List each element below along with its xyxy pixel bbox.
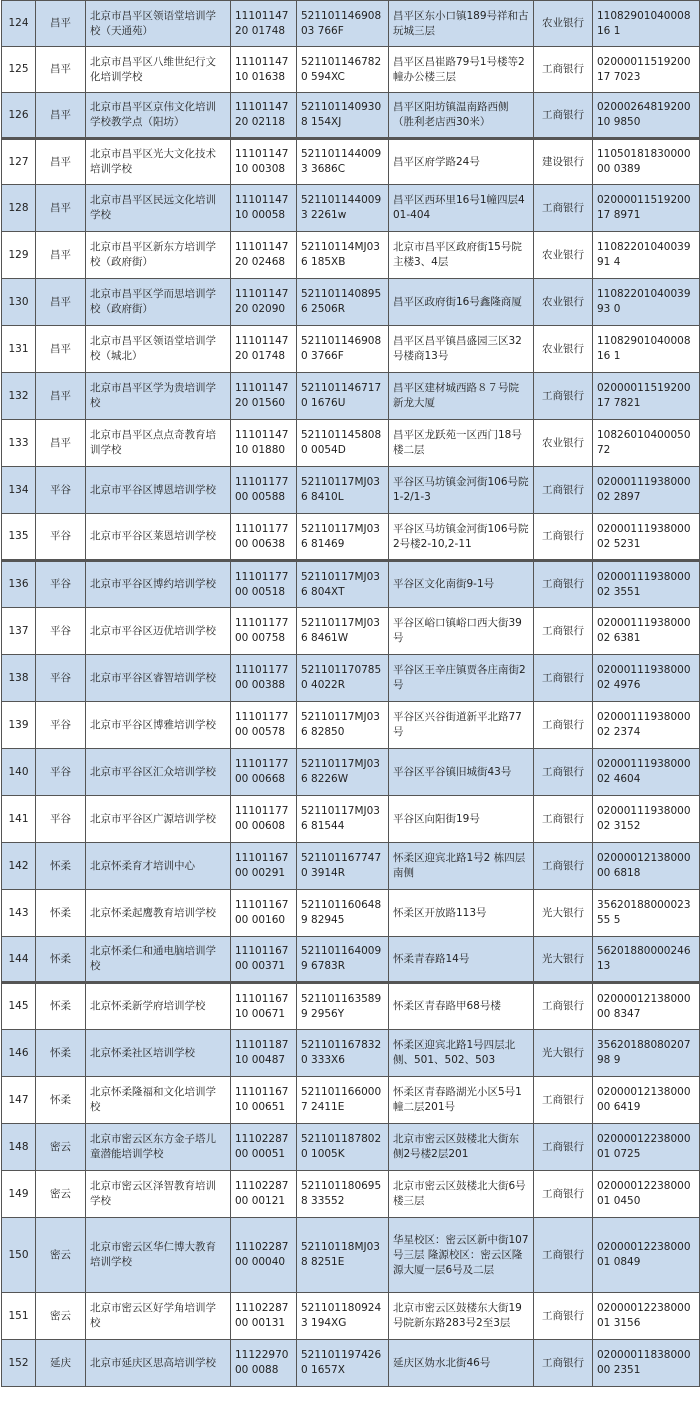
district-cell: 怀柔 <box>36 1030 86 1077</box>
license-number-cell: 1110116700 00160 <box>231 890 297 937</box>
school-name-cell: 北京市昌平区新东方培训学校（政府街） <box>86 232 231 279</box>
address-cell: 昌平区建材城西路８７号院新龙大厦 <box>389 373 534 420</box>
table-row <box>2 1077 700 1124</box>
address-cell: 平谷区马坊镇金河街106号院1-2/1-3 <box>389 467 534 514</box>
table-row <box>2 1340 700 1387</box>
school-name-cell: 北京市平谷区睿智培训学校 <box>86 655 231 702</box>
license-number-cell: 1110228700 00131 <box>231 1293 297 1340</box>
table-row <box>2 1 700 47</box>
row-number: 139 <box>2 702 36 749</box>
credit-code-cell: 5211011440093 3686C <box>297 139 389 185</box>
account-number-cell: 3562018800002355 5 <box>593 890 700 937</box>
table-row <box>2 1030 700 1077</box>
district-cell: 怀柔 <box>36 843 86 890</box>
license-number-cell: 1110118710 00487 <box>231 1030 297 1077</box>
district-cell: 昌平 <box>36 93 86 139</box>
bank-cell: 工商银行 <box>534 1124 593 1171</box>
credit-code-cell: 52110117MJ036 81469 <box>297 514 389 561</box>
address-cell: 平谷区兴谷街道新平北路77号 <box>389 702 534 749</box>
bank-cell: 工商银行 <box>534 47 593 93</box>
credit-code-cell: 52110117MJ036 82850 <box>297 702 389 749</box>
license-number-cell: 1110114710 01880 <box>231 420 297 467</box>
bank-cell: 光大银行 <box>534 937 593 983</box>
account-number-cell: 0200011193800002 2897 <box>593 467 700 514</box>
credit-code-cell: 52110114MJ036 185XB <box>297 232 389 279</box>
table-row <box>2 983 700 1030</box>
row-number: 145 <box>2 983 36 1030</box>
account-number-cell: 0200011193800002 3152 <box>593 796 700 843</box>
bank-cell: 工商银行 <box>534 373 593 420</box>
table-row <box>2 796 700 843</box>
license-number-cell: 1110114710 01638 <box>231 47 297 93</box>
account-number-cell: 0200001223800001 0849 <box>593 1218 700 1293</box>
address-cell: 平谷区文化南街9-1号 <box>389 561 534 608</box>
district-cell: 昌平 <box>36 47 86 93</box>
account-number-cell: 0200001151920017 7023 <box>593 47 700 93</box>
row-number: 127 <box>2 139 36 185</box>
address-cell: 昌平区阳坊镇温南路西侧（胜利老店西30米） <box>389 93 534 139</box>
license-number-cell: 1110116710 00671 <box>231 983 297 1030</box>
license-number-cell: 1110117700 00578 <box>231 702 297 749</box>
address-cell: 华星校区：密云区新中街107号三层 隆源校区：密云区隆源大厦一层6号及二层 <box>389 1218 534 1293</box>
district-cell: 密云 <box>36 1171 86 1218</box>
license-number-cell: 1112297000 0088 <box>231 1340 297 1387</box>
table-row <box>2 890 700 937</box>
credit-code-cell: 52110114690803 766F <box>297 1 389 47</box>
account-number-cell: 0200001151920017 7821 <box>593 373 700 420</box>
row-number: 142 <box>2 843 36 890</box>
bank-cell: 工商银行 <box>534 467 593 514</box>
school-name-cell: 北京怀柔社区培训学校 <box>86 1030 231 1077</box>
school-name-cell: 北京市密云区好学角培训学校 <box>86 1293 231 1340</box>
row-number: 136 <box>2 561 36 608</box>
credit-code-cell: 5211011458080 0054D <box>297 420 389 467</box>
district-cell: 平谷 <box>36 749 86 796</box>
table-row <box>2 749 700 796</box>
license-number-cell: 1110114720 01560 <box>231 373 297 420</box>
district-cell: 昌平 <box>36 373 86 420</box>
bank-cell: 建设银行 <box>534 139 593 185</box>
account-number-cell: 0200001223800001 0450 <box>593 1171 700 1218</box>
credit-code-cell: 5211011440093 2261w <box>297 185 389 232</box>
school-name-cell: 北京怀柔隆福和文化培训学校 <box>86 1077 231 1124</box>
credit-code-cell: 5211011974260 1657X <box>297 1340 389 1387</box>
row-number: 128 <box>2 185 36 232</box>
table-row <box>2 1124 700 1171</box>
bank-cell: 光大银行 <box>534 890 593 937</box>
bank-cell: 农业银行 <box>534 279 593 326</box>
account-number-cell: 0200011193800002 2374 <box>593 702 700 749</box>
bank-cell: 工商银行 <box>534 608 593 655</box>
bank-cell: 工商银行 <box>534 1293 593 1340</box>
address-cell: 昌平区西环里16号1幢四层401-404 <box>389 185 534 232</box>
address-cell: 北京市密云区鼓楼北大街6号楼三层 <box>389 1171 534 1218</box>
address-cell: 怀柔青春路14号 <box>389 937 534 983</box>
license-number-cell: 1110117700 00758 <box>231 608 297 655</box>
bank-cell: 农业银行 <box>534 232 593 279</box>
account-number-cell: 0200001213800000 6419 <box>593 1077 700 1124</box>
license-number-cell: 1110114710 00058 <box>231 185 297 232</box>
school-name-cell: 北京市昌平区点点奇教育培训学校 <box>86 420 231 467</box>
table-row <box>2 1218 700 1293</box>
row-number: 137 <box>2 608 36 655</box>
school-name-cell: 北京怀柔起鹰教育培训学校 <box>86 890 231 937</box>
account-number-cell: 1105018183000000 0389 <box>593 139 700 185</box>
account-number-cell: 3562018808020798 9 <box>593 1030 700 1077</box>
school-name-cell: 北京市平谷区博雅培训学校 <box>86 702 231 749</box>
district-cell: 密云 <box>36 1218 86 1293</box>
address-cell: 昌平区昌平镇昌盛园三区32号楼商13号 <box>389 326 534 373</box>
license-number-cell: 1110114720 02468 <box>231 232 297 279</box>
license-number-cell: 1110117700 00638 <box>231 514 297 561</box>
district-cell: 昌平 <box>36 139 86 185</box>
address-cell: 昌平区龙跃苑一区西门18号楼二层 <box>389 420 534 467</box>
credit-code-cell: 5211011640099 6783R <box>297 937 389 983</box>
address-cell: 平谷区马坊镇金河街106号院2号楼2-10,2-11 <box>389 514 534 561</box>
school-name-cell: 北京市昌平区领语堂培训学校（天通苑） <box>86 1 231 47</box>
credit-code-cell: 5211011606489 82945 <box>297 890 389 937</box>
school-name-cell: 北京怀柔仁和通电脑培训学校 <box>86 937 231 983</box>
account-number-cell: 0200011193800002 6381 <box>593 608 700 655</box>
license-number-cell: 1110228700 00121 <box>231 1171 297 1218</box>
bank-cell: 农业银行 <box>534 326 593 373</box>
credit-code-cell: 52110117MJ036 81544 <box>297 796 389 843</box>
address-cell: 昌平区府学路24号 <box>389 139 534 185</box>
row-number: 131 <box>2 326 36 373</box>
table-row <box>2 93 700 139</box>
bank-cell: 工商银行 <box>534 749 593 796</box>
training-school-table <box>1 0 700 1387</box>
table-row <box>2 420 700 467</box>
school-name-cell: 北京市平谷区博恩培训学校 <box>86 467 231 514</box>
credit-code-cell: 5211011467170 1676U <box>297 373 389 420</box>
table-row <box>2 232 700 279</box>
bank-cell: 工商银行 <box>534 843 593 890</box>
bank-cell: 工商银行 <box>534 983 593 1030</box>
bank-cell: 农业银行 <box>534 1 593 47</box>
account-number-cell: 0200001223800001 0725 <box>593 1124 700 1171</box>
district-cell: 昌平 <box>36 279 86 326</box>
school-name-cell: 北京市平谷区莱恩培训学校 <box>86 514 231 561</box>
address-cell: 怀柔区青春路甲68号楼 <box>389 983 534 1030</box>
credit-code-cell: 5211011660007 2411E <box>297 1077 389 1124</box>
row-number: 150 <box>2 1218 36 1293</box>
district-cell: 平谷 <box>36 702 86 749</box>
license-number-cell: 1110114710 00308 <box>231 139 297 185</box>
license-number-cell: 1110117700 00388 <box>231 655 297 702</box>
license-number-cell: 1110114720 02118 <box>231 93 297 139</box>
account-number-cell: 0200026481920010 9850 <box>593 93 700 139</box>
credit-code-cell: 52110117MJ036 8410L <box>297 467 389 514</box>
district-cell: 昌平 <box>36 232 86 279</box>
table-row <box>2 514 700 561</box>
district-cell: 平谷 <box>36 655 86 702</box>
table-row <box>2 467 700 514</box>
district-cell: 密云 <box>36 1293 86 1340</box>
credit-code-cell: 52110117MJ036 8226W <box>297 749 389 796</box>
address-cell: 北京市密云区鼓楼东大街19号院新东路283号2至3层 <box>389 1293 534 1340</box>
district-cell: 昌平 <box>36 420 86 467</box>
address-cell: 平谷区王辛庄镇贾各庄南街2号 <box>389 655 534 702</box>
address-cell: 怀柔区青春路湖光小区5号1幢二层201号 <box>389 1077 534 1124</box>
credit-code-cell: 5211011677470 3914R <box>297 843 389 890</box>
bank-cell: 工商银行 <box>534 185 593 232</box>
district-cell: 怀柔 <box>36 1077 86 1124</box>
address-cell: 昌平区政府街16号鑫隆商厦 <box>389 279 534 326</box>
table-row <box>2 373 700 420</box>
license-number-cell: 1110114720 01748 <box>231 1 297 47</box>
bank-cell: 工商银行 <box>534 702 593 749</box>
table-row <box>2 279 700 326</box>
school-name-cell: 北京市昌平区民远文化培训学校 <box>86 185 231 232</box>
license-number-cell: 1110228700 00040 <box>231 1218 297 1293</box>
district-cell: 延庆 <box>36 1340 86 1387</box>
credit-code-cell: 5211011806958 33552 <box>297 1171 389 1218</box>
credit-code-cell: 5211011408956 2506R <box>297 279 389 326</box>
row-number: 144 <box>2 937 36 983</box>
account-number-cell: 1082601040005072 <box>593 420 700 467</box>
account-number-cell: 0200001213800000 8347 <box>593 983 700 1030</box>
table-row <box>2 1293 700 1340</box>
row-number: 152 <box>2 1340 36 1387</box>
row-number: 147 <box>2 1077 36 1124</box>
account-number-cell: 1108220104003993 0 <box>593 279 700 326</box>
credit-code-cell: 5211011678320 333X6 <box>297 1030 389 1077</box>
credit-code-cell: 52110118MJ038 8251E <box>297 1218 389 1293</box>
account-number-cell: 1108290104000816 1 <box>593 1 700 47</box>
account-number-cell: 0200011193800002 4976 <box>593 655 700 702</box>
address-cell: 怀柔区迎宾北路1号2 栋四层南侧 <box>389 843 534 890</box>
account-number-cell: 0200001223800001 3156 <box>593 1293 700 1340</box>
bank-cell: 工商银行 <box>534 1218 593 1293</box>
district-cell: 平谷 <box>36 796 86 843</box>
row-number: 130 <box>2 279 36 326</box>
license-number-cell: 1110116700 00371 <box>231 937 297 983</box>
school-name-cell: 北京市昌平区八维世纪行文化培训学校 <box>86 47 231 93</box>
address-cell: 平谷区向阳街19号 <box>389 796 534 843</box>
district-cell: 昌平 <box>36 185 86 232</box>
account-number-cell: 0200011193800002 4604 <box>593 749 700 796</box>
school-name-cell: 北京市昌平区京伟文化培训学校教学点（阳坊） <box>86 93 231 139</box>
bank-cell: 光大银行 <box>534 1030 593 1077</box>
row-number: 129 <box>2 232 36 279</box>
license-number-cell: 1110116710 00651 <box>231 1077 297 1124</box>
license-number-cell: 1110116700 00291 <box>231 843 297 890</box>
district-cell: 怀柔 <box>36 937 86 983</box>
district-cell: 昌平 <box>36 1 86 47</box>
credit-code-cell: 5211011878020 1005K <box>297 1124 389 1171</box>
account-number-cell: 0200011193800002 5231 <box>593 514 700 561</box>
district-cell: 密云 <box>36 1124 86 1171</box>
bank-cell: 工商银行 <box>534 93 593 139</box>
bank-cell: 工商银行 <box>534 1340 593 1387</box>
address-cell: 平谷区平谷镇旧城街43号 <box>389 749 534 796</box>
school-name-cell: 北京市平谷区汇众培训学校 <box>86 749 231 796</box>
bank-cell: 工商银行 <box>534 796 593 843</box>
table-row <box>2 702 700 749</box>
district-cell: 平谷 <box>36 514 86 561</box>
account-number-cell: 0200011193800002 3551 <box>593 561 700 608</box>
table-row <box>2 561 700 608</box>
district-cell: 怀柔 <box>36 890 86 937</box>
school-name-cell: 北京市昌平区光大文化技术培训学校 <box>86 139 231 185</box>
license-number-cell: 1110117700 00668 <box>231 749 297 796</box>
district-cell: 平谷 <box>36 561 86 608</box>
row-number: 138 <box>2 655 36 702</box>
address-cell: 平谷区峪口镇峪口西大街39号 <box>389 608 534 655</box>
table-row <box>2 937 700 983</box>
school-name-cell: 北京市昌平区学为贵培训学校 <box>86 373 231 420</box>
row-number: 143 <box>2 890 36 937</box>
row-number: 135 <box>2 514 36 561</box>
row-number: 151 <box>2 1293 36 1340</box>
row-number: 132 <box>2 373 36 420</box>
school-name-cell: 北京怀柔新学府培训学校 <box>86 983 231 1030</box>
row-number: 133 <box>2 420 36 467</box>
account-number-cell: 1108290104000816 1 <box>593 326 700 373</box>
license-number-cell: 1110117700 00608 <box>231 796 297 843</box>
bank-cell: 工商银行 <box>534 1077 593 1124</box>
bank-cell: 工商银行 <box>534 514 593 561</box>
school-name-cell: 北京市昌平区学而思培训学校（政府街） <box>86 279 231 326</box>
credit-code-cell: 5211011707850 4022R <box>297 655 389 702</box>
license-number-cell: 1110117700 00518 <box>231 561 297 608</box>
address-cell: 北京市密云区鼓楼北大街东侧2号楼2层201 <box>389 1124 534 1171</box>
address-cell: 延庆区妫水北街46号 <box>389 1340 534 1387</box>
bank-cell: 工商银行 <box>534 561 593 608</box>
bank-cell: 农业银行 <box>534 420 593 467</box>
school-name-cell: 北京市密云区华仁博大教育培训学校 <box>86 1218 231 1293</box>
table-row <box>2 47 700 93</box>
school-name-cell: 北京市昌平区领语堂培训学校（城北） <box>86 326 231 373</box>
address-cell: 怀柔区开放路113号 <box>389 890 534 937</box>
table-body <box>2 1 700 1387</box>
table-row <box>2 655 700 702</box>
row-number: 149 <box>2 1171 36 1218</box>
table-row <box>2 326 700 373</box>
table-row <box>2 139 700 185</box>
table-row <box>2 185 700 232</box>
bank-cell: 工商银行 <box>534 1171 593 1218</box>
school-name-cell: 北京市平谷区博约培训学校 <box>86 561 231 608</box>
school-name-cell: 北京市密云区东方金子塔儿童潜能培训学校 <box>86 1124 231 1171</box>
district-cell: 平谷 <box>36 608 86 655</box>
account-number-cell: 1108220104003991 4 <box>593 232 700 279</box>
row-number: 141 <box>2 796 36 843</box>
credit-code-cell: 5211011467820 594XC <box>297 47 389 93</box>
row-number: 134 <box>2 467 36 514</box>
account-number-cell: 5620188000024613 <box>593 937 700 983</box>
address-cell: 昌平区东小口镇189号祥和古玩城三层 <box>389 1 534 47</box>
credit-code-cell: 5211011409308 154XJ <box>297 93 389 139</box>
account-number-cell: 0200001183800000 2351 <box>593 1340 700 1387</box>
address-cell: 北京市昌平区政府街15号院主楼3、4层 <box>389 232 534 279</box>
credit-code-cell: 5211011635899 2956Y <box>297 983 389 1030</box>
address-cell: 怀柔区迎宾北路1号四层北侧、501、502、503 <box>389 1030 534 1077</box>
credit-code-cell: 52110117MJ036 8461W <box>297 608 389 655</box>
table-row <box>2 1171 700 1218</box>
school-name-cell: 北京怀柔育才培训中心 <box>86 843 231 890</box>
address-cell: 昌平区昌崔路79号1号楼等2幢办公楼三层 <box>389 47 534 93</box>
school-name-cell: 北京市延庆区思高培训学校 <box>86 1340 231 1387</box>
credit-code-cell: 52110117MJ036 804XT <box>297 561 389 608</box>
row-number: 146 <box>2 1030 36 1077</box>
row-number: 148 <box>2 1124 36 1171</box>
license-number-cell: 1110228700 00051 <box>231 1124 297 1171</box>
row-number: 126 <box>2 93 36 139</box>
license-number-cell: 1110114720 01748 <box>231 326 297 373</box>
license-number-cell: 1110117700 00588 <box>231 467 297 514</box>
credit-code-cell: 5211011469080 3766F <box>297 326 389 373</box>
account-number-cell: 0200001151920017 8971 <box>593 185 700 232</box>
table-row <box>2 843 700 890</box>
school-name-cell: 北京市密云区泽智教育培训学校 <box>86 1171 231 1218</box>
row-number: 124 <box>2 1 36 47</box>
school-name-cell: 北京市平谷区广源培训学校 <box>86 796 231 843</box>
account-number-cell: 0200001213800000 6818 <box>593 843 700 890</box>
row-number: 125 <box>2 47 36 93</box>
table-row <box>2 608 700 655</box>
credit-code-cell: 5211011809243 194XG <box>297 1293 389 1340</box>
district-cell: 平谷 <box>36 467 86 514</box>
bank-cell: 工商银行 <box>534 655 593 702</box>
school-name-cell: 北京市平谷区迈优培训学校 <box>86 608 231 655</box>
district-cell: 昌平 <box>36 326 86 373</box>
license-number-cell: 1110114720 02090 <box>231 279 297 326</box>
district-cell: 怀柔 <box>36 983 86 1030</box>
row-number: 140 <box>2 749 36 796</box>
